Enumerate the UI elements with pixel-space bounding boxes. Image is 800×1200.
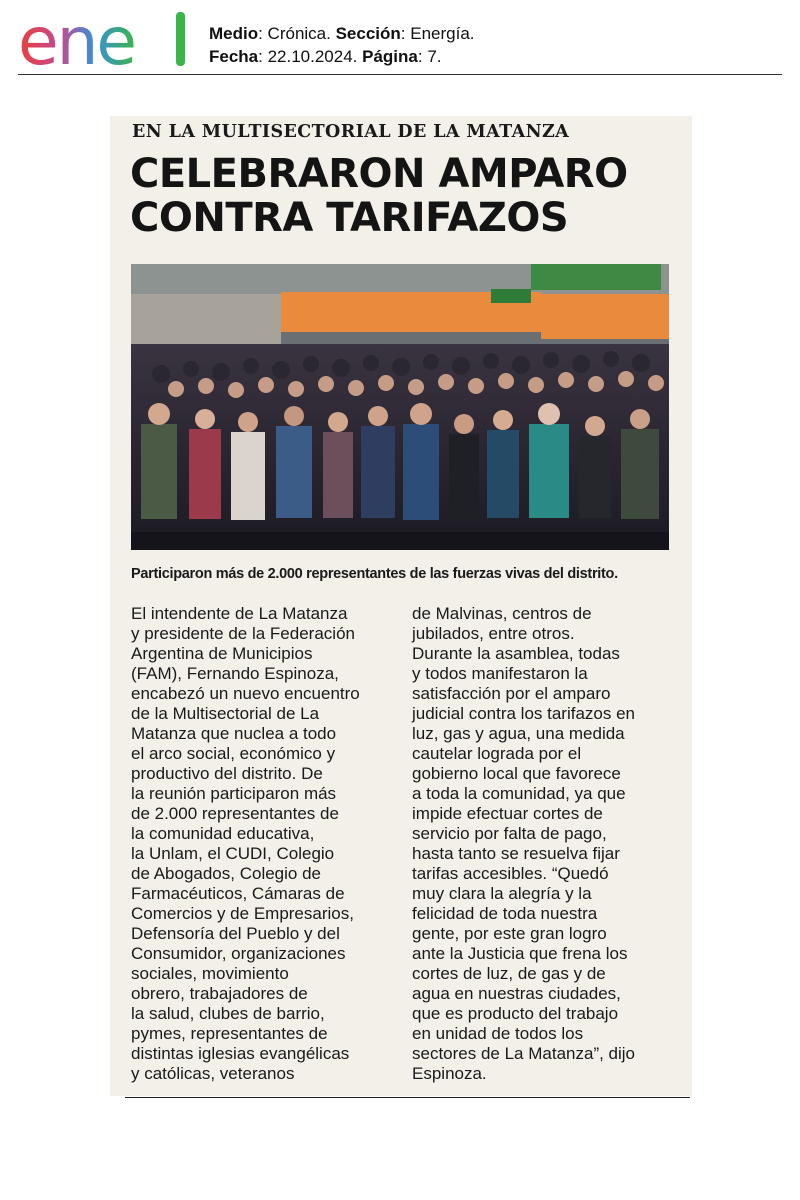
article-text-line: agua en nuestras ciudades, bbox=[412, 984, 621, 1003]
article-text-line: servicio por falta de pago, bbox=[412, 824, 607, 843]
article-column-1 bbox=[131, 604, 401, 1084]
article-text-line: sociales, movimiento bbox=[131, 964, 289, 983]
article-text-line: obrero, trabajadores de bbox=[131, 984, 308, 1003]
fecha-value: : 22.10.2024. bbox=[258, 47, 363, 66]
article-text-line: tarifas accesibles. “Quedó bbox=[412, 864, 609, 883]
article-text-line: la Unlam, el CUDI, Colegio bbox=[131, 844, 335, 863]
article-text-line: ante la Justicia que frena los bbox=[412, 944, 628, 963]
article-text-line: de la Multisectorial de La bbox=[131, 704, 320, 723]
article-text-line: felicidad de toda nuestra bbox=[412, 904, 598, 923]
article-text-line: (FAM), Fernando Espinoza, bbox=[131, 664, 339, 683]
article-text-line: de Malvinas, centros de bbox=[412, 604, 592, 623]
article-text-line: y presidente de la Federación bbox=[131, 624, 355, 643]
article-text-line: productivo del distrito. De bbox=[131, 764, 323, 783]
headline-line: CONTRA TARIFAZOS bbox=[130, 195, 569, 241]
article-text-line: jubilados, entre otros. bbox=[412, 624, 575, 643]
article-text-line: hasta tanto se resuelva fijar bbox=[412, 844, 620, 863]
article-text-line: luz, gas y agua, una medida bbox=[412, 724, 625, 743]
article-text-line: cautelar lograda por el bbox=[412, 744, 582, 763]
article-text-line: en unidad de todos los bbox=[412, 1024, 584, 1043]
article-text-line: de 2.000 representantes de bbox=[131, 804, 339, 823]
article-text-line: de Abogados, Colegio de bbox=[131, 864, 321, 883]
article-text-line: y católicas, veteranos bbox=[131, 1064, 295, 1083]
article-text-line: la salud, clubes de barrio, bbox=[131, 1004, 325, 1023]
headline-line: CELEBRARON AMPARO bbox=[130, 151, 628, 197]
newspaper-clipping bbox=[110, 116, 692, 1096]
article-text-line: la comunidad educativa, bbox=[131, 824, 315, 843]
article-text-line: encabezó un nuevo encuentro bbox=[131, 684, 360, 703]
article-text-line: Matanza que nuclea a todo bbox=[131, 724, 337, 743]
article-text-line: la reunión participaron más bbox=[131, 784, 337, 803]
seccion-value: : Energía. bbox=[400, 24, 475, 43]
medio-label: Medio bbox=[209, 24, 259, 43]
clipping-bottom-rule bbox=[125, 1097, 690, 1098]
article-text-line: Defensoría del Pueblo y del bbox=[131, 924, 340, 943]
article-text-line: Farmacéuticos, Cámaras de bbox=[131, 884, 345, 903]
article-text-line: Espinoza. bbox=[412, 1064, 487, 1083]
article-text-line: satisfacción por el amparo bbox=[412, 684, 611, 703]
article-text-line: Argentina de Municipios bbox=[131, 644, 313, 663]
event-crowd-photo bbox=[131, 264, 669, 550]
article-text-line: pymes, representantes de bbox=[131, 1024, 328, 1043]
document-metadata bbox=[209, 22, 475, 68]
enel-logo bbox=[18, 6, 193, 70]
article-text-line: a toda la comunidad, ya que bbox=[412, 784, 626, 803]
pagina-label: Página bbox=[362, 47, 418, 66]
article-text-line: sectores de La Matanza”, dijo bbox=[412, 1044, 636, 1063]
article-text-line: impide efectuar cortes de bbox=[412, 804, 603, 823]
article-text-line: y todos manifestaron la bbox=[412, 664, 588, 683]
article-text-line: el arco social, económico y bbox=[131, 744, 336, 763]
article-text-line: muy clara la alegría y la bbox=[412, 884, 592, 903]
medio-value: : Crónica. bbox=[258, 24, 336, 43]
article-kicker: EN LA MULTISECTORIAL DE LA MATANZA bbox=[132, 122, 570, 142]
article-text-line: gobierno local que favorece bbox=[412, 764, 621, 783]
fecha-label: Fecha bbox=[209, 47, 259, 66]
article-text-line: cortes de luz, de gas y de bbox=[412, 964, 606, 983]
article-column-2 bbox=[412, 604, 682, 1084]
photo-caption: Participaron más de 2.000 representantes de las fuerzas vivas del distrito. bbox=[131, 566, 618, 582]
article-text-line: Consumidor, organizaciones bbox=[131, 944, 346, 963]
document-header bbox=[0, 0, 800, 80]
article-text-line: Durante la asamblea, todas bbox=[412, 644, 620, 663]
pagina-value: : 7. bbox=[417, 47, 442, 66]
article-text-line: distintas iglesias evangélicas bbox=[131, 1044, 350, 1063]
article-text-line: judicial contra los tarifazos en bbox=[412, 704, 636, 723]
article-text-line: gente, por este gran logro bbox=[412, 924, 607, 943]
article-text-line: que es producto del trabajo bbox=[412, 1004, 619, 1023]
article-text-line: El intendente de La Matanza bbox=[131, 604, 348, 623]
seccion-label: Sección bbox=[335, 24, 401, 43]
article-text-line: Comercios y de Empresarios, bbox=[131, 904, 354, 923]
svg-text:ene: ene bbox=[18, 6, 136, 70]
header-divider bbox=[18, 74, 782, 75]
article-headline bbox=[130, 152, 628, 240]
